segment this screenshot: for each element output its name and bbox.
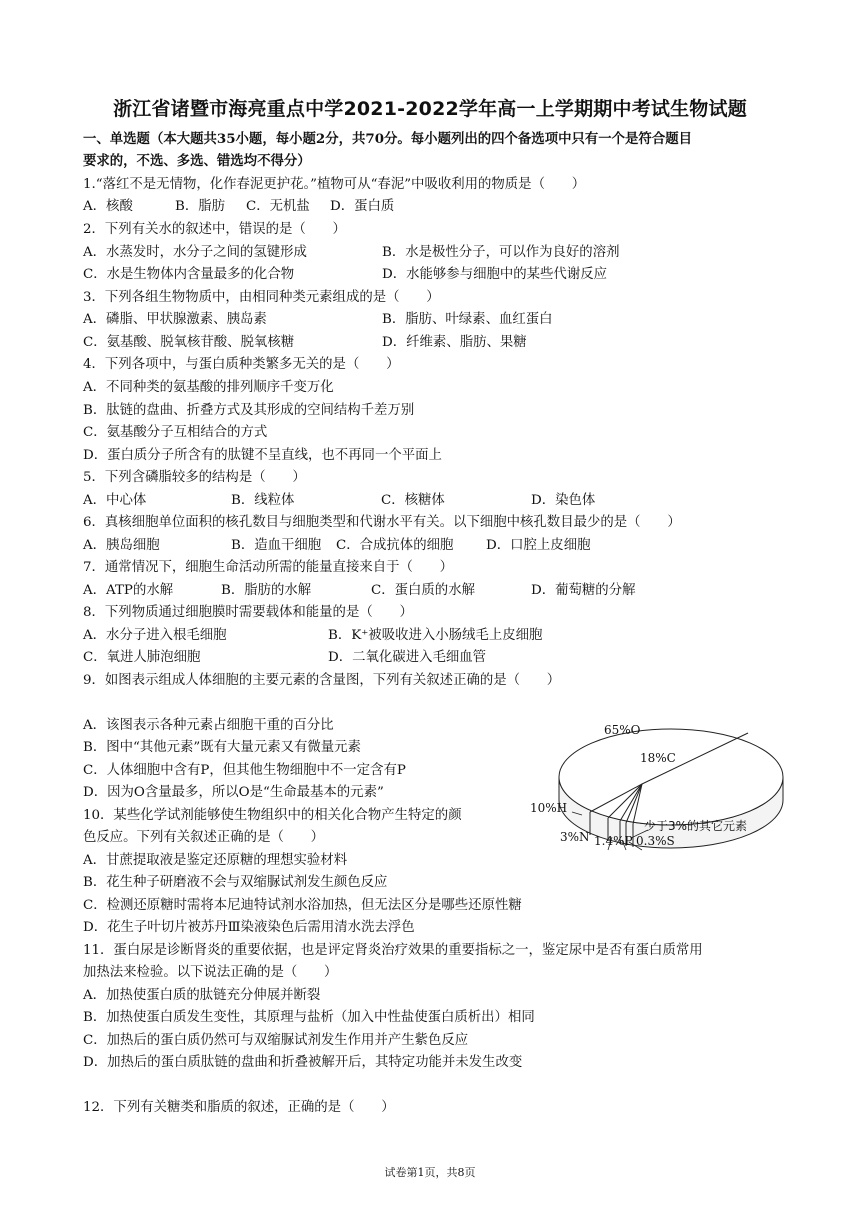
- option-c[interactable]: C．蛋白质的水解: [371, 583, 475, 598]
- question-2-stem: 2．下列有关水的叙述中，错误的是（ ）: [83, 222, 346, 237]
- option-d[interactable]: D．口腔上皮细胞: [486, 538, 591, 553]
- option-c[interactable]: C．氨基酸、脱氧核苷酸、脱氧核糖: [83, 335, 295, 350]
- option-b[interactable]: B．图中“其他元素”既有大量元素又有微量元素: [83, 740, 361, 755]
- question-10-stem-line2: 色反应。下列有关叙述正确的是（ ）: [83, 830, 325, 845]
- option-c[interactable]: C．核糖体: [381, 493, 445, 508]
- option-c[interactable]: C．水是生物体内含量最多的化合物: [83, 267, 295, 282]
- question-9-stem: 9．如图表示组成人体细胞的主要元素的含量图，下列有关叙述正确的是（ ）: [83, 673, 561, 688]
- option-b[interactable]: B．花生种子研磨液不会与双缩脲试剂发生颜色反应: [83, 875, 388, 890]
- option-d[interactable]: D．蛋白质分子所含有的肽键不呈直线，也不再同一个平面上: [83, 448, 442, 463]
- label-hydrogen: 10%H: [530, 801, 568, 815]
- question-7-stem: 7．通常情况下，细胞生命活动所需的能量直接来自于（ ）: [83, 560, 454, 575]
- label-phosphorus: 1.4%P: [594, 834, 633, 848]
- option-c[interactable]: C．人体细胞中含有P，但其他生物细胞中不一定含有P: [83, 763, 406, 778]
- option-a[interactable]: A．水蒸发时，水分子之间的氢键形成: [83, 245, 307, 260]
- question-11-stem-line2: 加热法来检验。以下说法正确的是（ ）: [83, 965, 338, 980]
- question-1-stem: 1.“落红不是无情物，化作春泥更护花。”植物可从“春泥”中吸收利用的物质是（ ）: [83, 177, 586, 192]
- option-a[interactable]: A．不同种类的氨基酸的排列顺序千变万化: [83, 380, 334, 395]
- section-heading-line1: 一、单选题（本大题共35小题，每小题2分，共70分。每小题列出的四个备选项中只有一个是符合题目: [83, 131, 692, 147]
- option-d[interactable]: D．纤维素、脂肪、果糖: [382, 335, 527, 350]
- option-c[interactable]: C．合成抗体的细胞: [336, 538, 454, 553]
- option-a[interactable]: A．水分子进入根毛细胞: [83, 628, 227, 643]
- question-3-stem: 3．下列各组生物物质中，由相同种类元素组成的是（ ）: [83, 290, 440, 305]
- option-b[interactable]: B．肽链的盘曲、折叠方式及其形成的空间结构千差万别: [83, 403, 415, 418]
- option-a[interactable]: A．磷脂、甲状腺激素、胰岛素: [83, 312, 267, 327]
- option-d[interactable]: D．蛋白质: [330, 199, 395, 214]
- label-nitrogen: 3%N: [560, 830, 590, 844]
- question-11-stem-line1: 11．蛋白尿是诊断肾炎的重要依据，也是评定肾炎治疗效果的重要指标之一，鉴定尿中是否有蛋白质常用: [83, 943, 703, 958]
- option-c[interactable]: C．氨基酸分子互相结合的方式: [83, 425, 268, 440]
- question-5-stem: 5．下列含磷脂较多的结构是（ ）: [83, 470, 306, 485]
- option-a[interactable]: A．ATP的水解: [83, 583, 174, 598]
- section-heading-line2: 要求的，不选、多选、错选均不得分）: [83, 153, 311, 169]
- option-c[interactable]: C．加热后的蛋白质仍然可与双缩脲试剂发生作用并产生紫色反应: [83, 1033, 469, 1048]
- label-other-elements: 少于3%的其它元素: [644, 819, 748, 833]
- option-d[interactable]: D．加热后的蛋白质肽链的盘曲和折叠被解开后，其特定功能并未发生改变: [83, 1055, 523, 1070]
- option-c[interactable]: C．氧进人肺泡细胞: [83, 650, 201, 665]
- option-b[interactable]: B．水是极性分子，可以作为良好的溶剂: [382, 245, 620, 260]
- option-d[interactable]: D．因为O含量最多，所以O是“生命最基本的元素”: [83, 785, 384, 800]
- option-b[interactable]: B．脂肪: [175, 199, 226, 214]
- option-a[interactable]: A．胰岛细胞: [83, 538, 160, 553]
- exam-title: 浙江省诸暨市海亮重点中学2021-2022学年高一上学期期中考试生物试题: [113, 98, 747, 120]
- option-a[interactable]: A．该图表示各种元素占细胞干重的百分比: [83, 718, 334, 733]
- option-c[interactable]: C．检测还原糖时需将本尼迪特试剂水浴加热，但无法区分是哪些还原性糖: [83, 898, 522, 913]
- label-carbon: 18%C: [640, 751, 676, 765]
- option-d[interactable]: D．二氧化碳进入毛细血管: [328, 650, 487, 665]
- option-b[interactable]: B．K⁺被吸收进入小肠绒毛上皮细胞: [328, 628, 543, 643]
- option-a[interactable]: A．甘蔗提取液是鉴定还原糖的理想实验材料: [83, 853, 348, 868]
- option-a[interactable]: A．中心体: [83, 493, 147, 508]
- question-8-stem: 8．下列物质通过细胞膜时需要载体和能量的是（ ）: [83, 605, 413, 620]
- page-footer: 试卷第1页，共8页: [384, 1166, 476, 1179]
- option-d[interactable]: D．葡萄糖的分解: [531, 583, 636, 598]
- option-b[interactable]: B．脂肪、叶绿素、血红蛋白: [382, 312, 553, 327]
- question-12-stem: 12．下列有关糖类和脂质的叙述，正确的是（ ）: [83, 1100, 395, 1115]
- option-b[interactable]: B．脂肪的水解: [221, 583, 312, 598]
- option-d[interactable]: D．染色体: [531, 493, 596, 508]
- option-d[interactable]: D．水能够参与细胞中的某些代谢反应: [382, 267, 607, 282]
- option-d[interactable]: D．花生子叶切片被苏丹Ⅲ染液染色后需用清水洗去浮色: [83, 920, 415, 935]
- option-a[interactable]: A．核酸: [83, 199, 133, 214]
- option-a[interactable]: A．加热使蛋白质的肽链充分伸展并断裂: [83, 988, 321, 1003]
- label-oxygen: 65%O: [604, 723, 641, 737]
- option-b[interactable]: B．线粒体: [231, 493, 295, 508]
- option-c[interactable]: C．无机盐: [246, 199, 310, 214]
- option-b[interactable]: B．造血干细胞: [231, 538, 322, 553]
- element-content-pie-figure: [530, 712, 782, 857]
- label-sulfur: 0.3%S: [636, 834, 675, 848]
- question-10-stem-line1: 10．某些化学试剂能够使生物组织中的相关化合物产生特定的颜: [83, 808, 462, 823]
- question-6-stem: 6．真核细胞单位面积的核孔数目与细胞类型和代谢水平有关。以下细胞中核孔数目最少的是（ ）: [83, 515, 681, 530]
- option-b[interactable]: B．加热使蛋白质发生变性，其原理与盐析（加入中性盐使蛋白质析出）相同: [83, 1010, 535, 1025]
- question-4-stem: 4．下列各项中，与蛋白质种类繁多无关的是（ ）: [83, 357, 400, 372]
